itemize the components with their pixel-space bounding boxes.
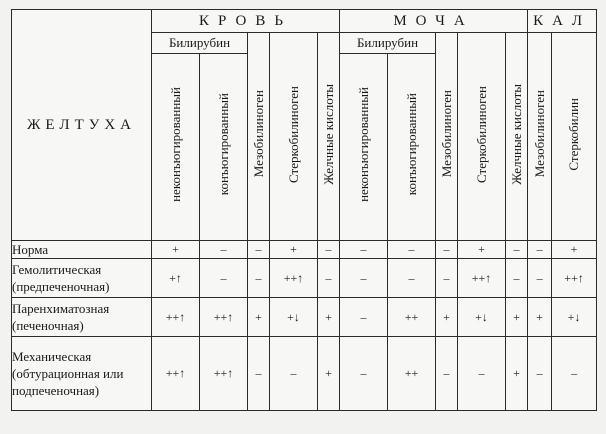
- column-header: Стеркобилин: [552, 33, 597, 241]
- table-cell: +: [506, 337, 528, 411]
- table-row: [12, 298, 597, 337]
- table-cell: –: [248, 337, 270, 411]
- column-header: Мезобилиноген: [248, 33, 270, 241]
- table-cell: –: [318, 259, 340, 298]
- table-cell: +↓: [270, 298, 318, 337]
- jaundice-table: [11, 9, 597, 411]
- table-cell: ++: [388, 298, 436, 337]
- column-header: неконъюгированный: [152, 54, 200, 241]
- table-cell: +: [458, 241, 506, 259]
- table-cell: +↓: [458, 298, 506, 337]
- diagnosis-header: ЖЕЛТУХА: [12, 10, 152, 241]
- row-label: Паренхиматозная (печеночная): [12, 298, 152, 337]
- group-header-stool: КАЛ: [528, 10, 597, 33]
- table-cell: –: [318, 241, 340, 259]
- table-cell: +: [318, 337, 340, 411]
- table-cell: –: [528, 241, 552, 259]
- table-cell: ++↑: [152, 337, 200, 411]
- table-cell: –: [388, 259, 436, 298]
- table-cell: +: [318, 298, 340, 337]
- table-cell: +: [270, 241, 318, 259]
- table-cell: –: [436, 259, 458, 298]
- table-cell: –: [340, 337, 388, 411]
- column-header: неконъюгированный: [340, 54, 388, 241]
- table-cell: +: [552, 241, 597, 259]
- column-header: конъюгированный: [200, 54, 248, 241]
- table-cell: –: [270, 337, 318, 411]
- table-cell: –: [340, 259, 388, 298]
- table-cell: +: [436, 298, 458, 337]
- table-row: [12, 337, 597, 411]
- table-cell: –: [552, 337, 597, 411]
- table-cell: +↓: [552, 298, 597, 337]
- group-header-blood: КРОВЬ: [152, 10, 340, 33]
- table-cell: ++↑: [200, 337, 248, 411]
- row-label: Норма: [12, 241, 152, 259]
- table-cell: –: [458, 337, 506, 411]
- table-cell: –: [340, 298, 388, 337]
- table-cell: +↑: [152, 259, 200, 298]
- table-cell: –: [200, 241, 248, 259]
- table-cell: ++↑: [152, 298, 200, 337]
- table-cell: –: [506, 259, 528, 298]
- column-header: Стеркобилиноген: [458, 33, 506, 241]
- table-cell: ++↑: [552, 259, 597, 298]
- subheader-urine-bilirubin: Билирубин: [340, 33, 436, 54]
- table-cell: –: [388, 241, 436, 259]
- column-header: конъюгированный: [388, 54, 436, 241]
- table-cell: ++↑: [200, 298, 248, 337]
- table-cell: –: [248, 259, 270, 298]
- table-cell: –: [528, 259, 552, 298]
- table-cell: ++↑: [458, 259, 506, 298]
- row-label: Гемолитическая (предпеченочная): [12, 259, 152, 298]
- column-header: Мезобилиноген: [436, 33, 458, 241]
- column-header: Желчные кислоты: [318, 33, 340, 241]
- table-cell: –: [528, 337, 552, 411]
- column-header: Мезобилиноген: [528, 33, 552, 241]
- row-label: Механическая (обтурационная или подпеченочная): [12, 337, 152, 411]
- group-header-urine: МОЧА: [340, 10, 528, 33]
- table-cell: –: [248, 241, 270, 259]
- table-cell: –: [200, 259, 248, 298]
- column-header: Желчные кислоты: [506, 33, 528, 241]
- subheader-blood-bilirubin: Билирубин: [152, 33, 248, 54]
- table-cell: –: [436, 241, 458, 259]
- table-cell: +: [248, 298, 270, 337]
- table-cell: ++: [388, 337, 436, 411]
- column-header: Стеркобилиноген: [270, 33, 318, 241]
- table-cell: –: [436, 337, 458, 411]
- table-cell: +: [152, 241, 200, 259]
- table-row: [12, 259, 597, 298]
- table-body: [12, 241, 597, 411]
- table-cell: +: [506, 298, 528, 337]
- table-cell: ++↑: [270, 259, 318, 298]
- table-row: [12, 241, 597, 259]
- table-cell: +: [528, 298, 552, 337]
- table-cell: –: [506, 241, 528, 259]
- table-cell: –: [340, 241, 388, 259]
